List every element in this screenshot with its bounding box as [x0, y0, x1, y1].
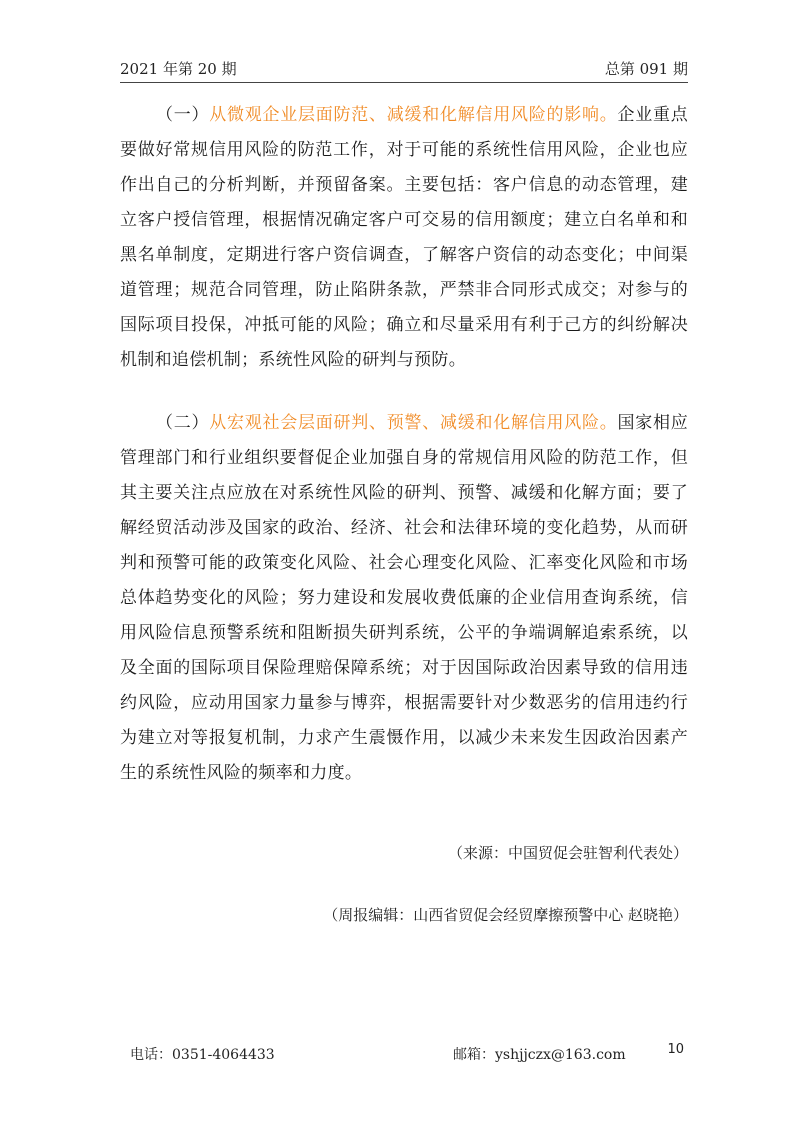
- paragraph-macro: [120, 406, 688, 791]
- editor-note: （周报编辑：山西省贸促会经贸摩擦预警中心 赵晓艳）: [323, 906, 688, 924]
- contact-phone: 电话：0351-4064433: [130, 1047, 275, 1063]
- paragraph-text: 国家相应管理部门和行业组织要督促企业加强自身的常规信用风险的防范工作，但其主要关注点应放在对系统性风险的研判、预警、减缓和化解方面；要了解经贸活动涉及国家的政治、经济、社会和法律环境的变化趋势，从而研判和预警可能的政策变化风险、社会心理变化风险、汇率变化风险和市场总体趋势变化的风险；努力建设和发展收费低廉的企业信用查询系统，信用风险信息预警系统和阻断损失研判系统，公平的争端调解追索系统，以及全面的国际项目保险理赔保障系统；对于因国际政治因素导致的信用违约风险，应动用国家力量参与博弈，根据需要针对少数恶劣的信用违约行为建立对等报复机制，力求产生震慑作用，以减少未来发生因政治因素产生的系统性风险的频率和力度。: [120, 413, 688, 783]
- paragraph-text: 企业重点要做好常规信用风险的防范工作，对于可能的系统性信用风险，企业也应作出自己的分析判断，并预留备案。主要包括：客户信息的动态管理，建立客户授信管理，根据情况确定客户可交易的信用额度；建立白名单和和黑名单制度，定期进行客户资信调查，了解客户资信的动态变化；中间渠道管理；规范合同管理，防止陷阱条款，严禁非合同形式成交；对参与的国际项目投保，冲抵可能的风险；确立和尽量采用有利于己方的纠纷解决机制和追偿机制；系统性风险的研判与预防。: [120, 105, 688, 370]
- page-number: 10: [667, 1042, 684, 1057]
- issue-number: 2021 年第 20 期: [120, 60, 237, 78]
- paragraph-prefix: （一）: [156, 105, 210, 125]
- page-footer: [120, 1044, 688, 1068]
- total-issue-number: 总第 091 期: [604, 60, 688, 78]
- source-note: （来源：中国贸促会驻智利代表处）: [447, 844, 688, 862]
- paragraph-prefix: （二）: [156, 413, 210, 433]
- paragraph-heading-highlight: 从微观企业层面防范、减缓和化解信用风险的影响。: [209, 105, 618, 125]
- paragraph-heading-highlight: 从宏观社会层面研判、预警、减缓和化解信用风险。: [209, 413, 618, 433]
- article-body: [120, 98, 688, 791]
- contact-email: 邮箱：yshjjczx@163.com: [453, 1047, 626, 1063]
- paragraph-micro: [120, 98, 688, 378]
- page-header: [120, 54, 688, 83]
